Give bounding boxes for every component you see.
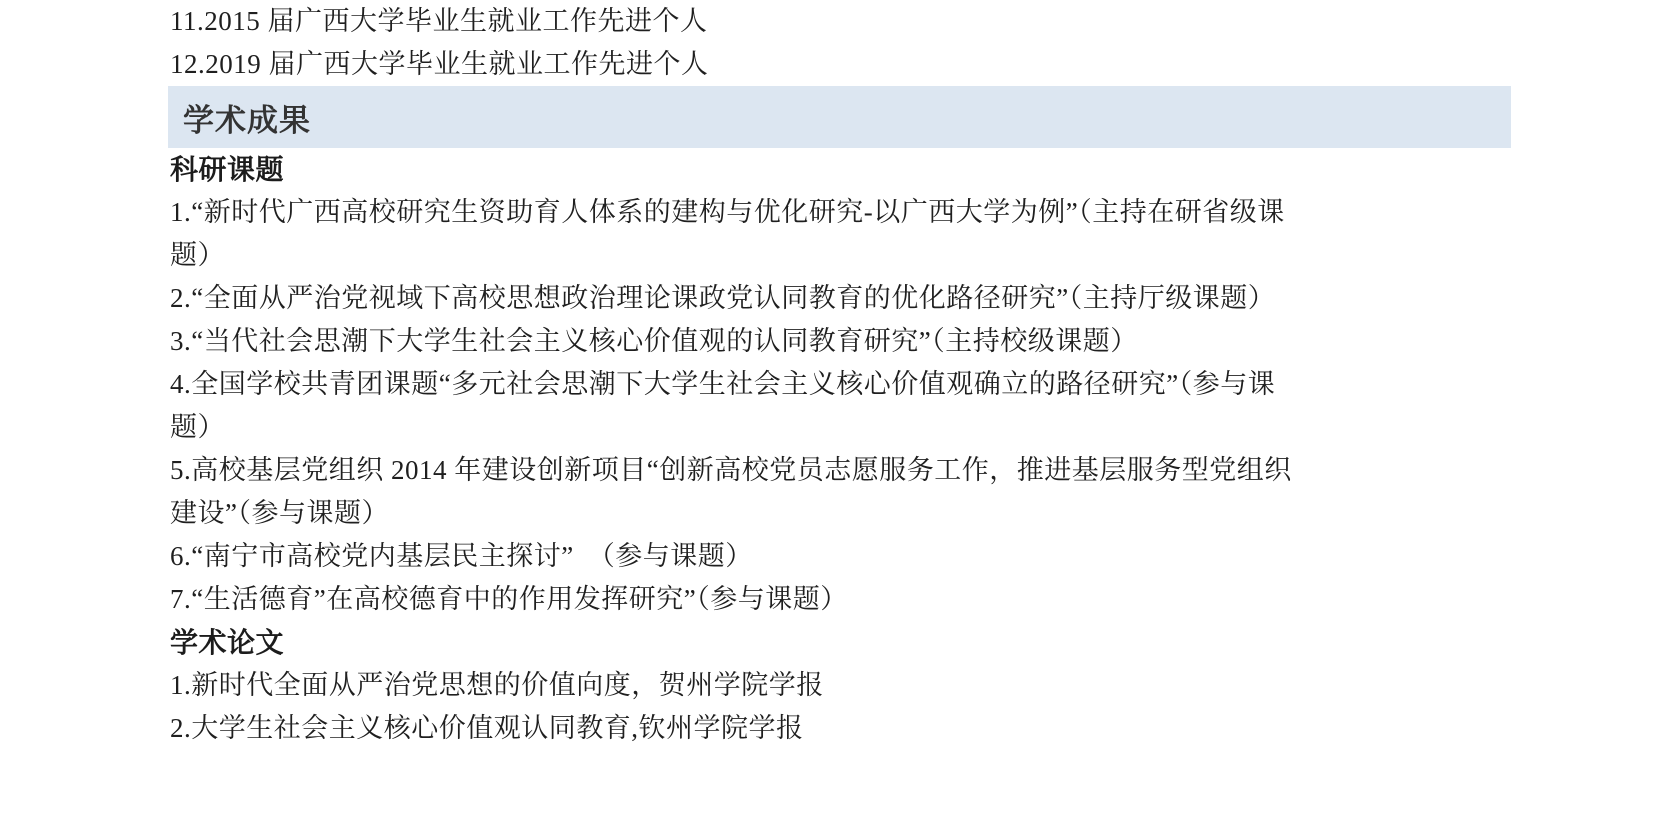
- research-topic-line: 4.全国学校共青团课题“多元社会思潮下大学生社会主义核心价值观确立的路径研究”（参与课: [170, 369, 1276, 399]
- research-topics-heading: 科研课题: [170, 154, 285, 185]
- research-topic-line: 2.“全面从严治党视域下高校思想政治理论课政党认同教育的优化路径研究”（主持厅级课题）: [170, 283, 1276, 313]
- section-header-title: 学术成果: [183, 102, 311, 138]
- research-topic-line: 题）: [170, 412, 225, 442]
- research-topic-line: 7.“生活德育”在高校德育中的作用发挥研究”（参与课题）: [170, 584, 848, 614]
- research-topic-line: 5.高校基层党组织 2014 年建设创新项目“创新高校党员志愿服务工作，推进基层服务型党组织: [170, 455, 1292, 485]
- research-topic-line: 题）: [170, 240, 225, 270]
- papers-heading: 学术论文: [170, 627, 285, 658]
- paper-line: 1.新时代全面从严治党思想的价值向度，贺州学院学报: [170, 670, 824, 700]
- award-line: 11.2015 届广西大学毕业生就业工作先进个人: [170, 6, 708, 36]
- award-line: 12.2019 届广西大学毕业生就业工作先进个人: [170, 49, 709, 79]
- section-header-bar: [168, 86, 1511, 148]
- paper-line: 2.大学生社会主义核心价值观认同教育,钦州学院学报: [170, 713, 804, 743]
- research-topic-line: 6.“南宁市高校党内基层民主探讨” （参与课题）: [170, 541, 753, 571]
- research-topic-line: 1.“新时代广西高校研究生资助育人体系的建构与优化研究-以广西大学为例”（主持在研省级课: [170, 197, 1285, 227]
- research-topic-line: 3.“当代社会思潮下大学生社会主义核心价值观的认同教育研究”（主持校级课题）: [170, 326, 1138, 356]
- research-topic-line: 建设”（参与课题）: [170, 498, 389, 528]
